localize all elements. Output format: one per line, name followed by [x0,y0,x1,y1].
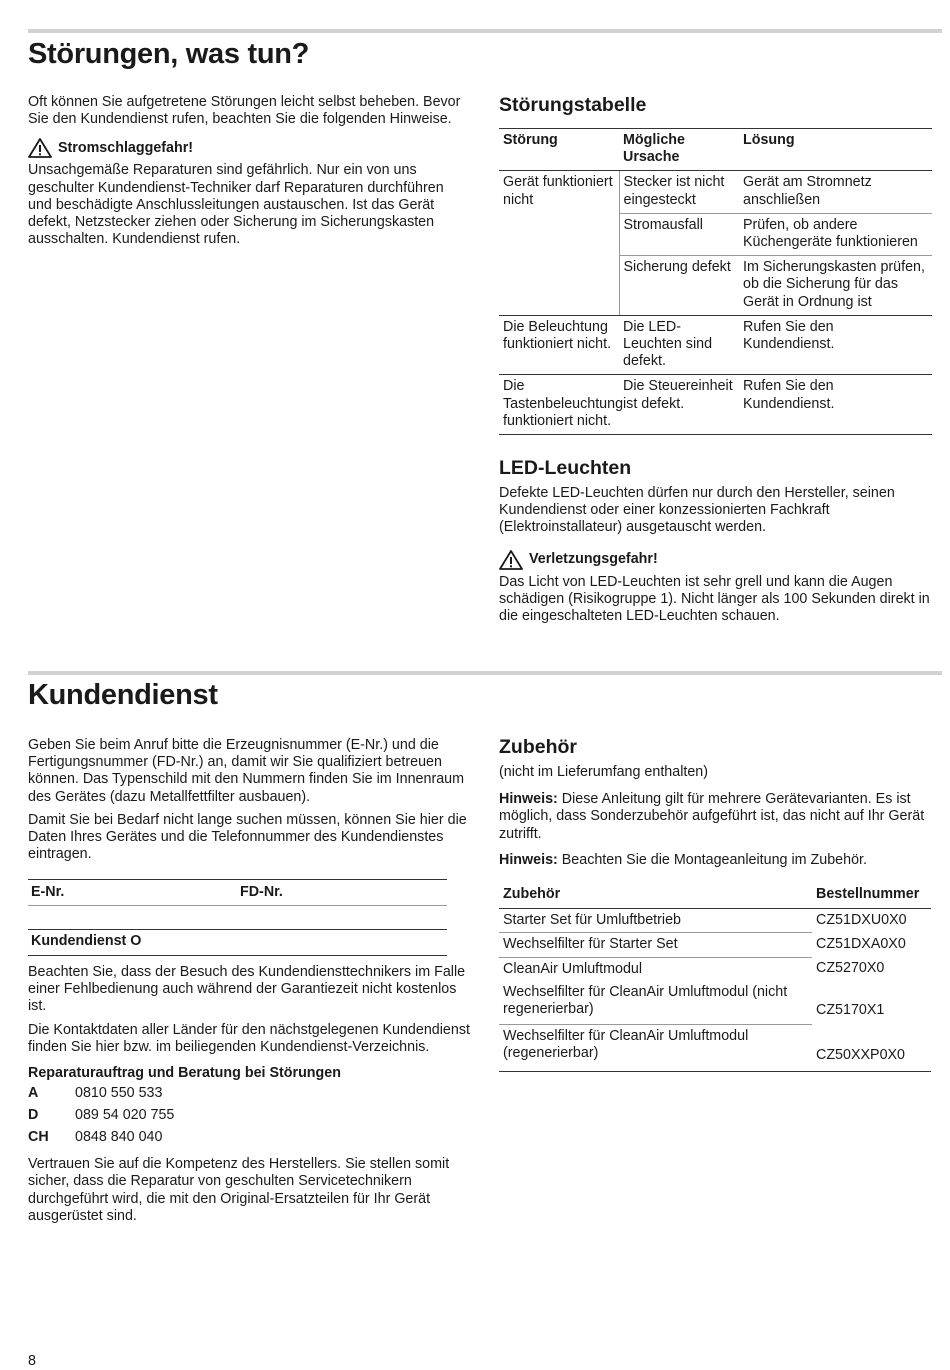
cell-nr: CZ50XXP0X0 [812,1025,931,1071]
table-row [499,933,931,957]
kd-label: Kundendienst O [31,933,142,949]
zubehoer-subtitle: (nicht im Lieferumfang enthalten) [499,764,709,780]
warning-triangle-icon [28,138,52,158]
kd-paragraph-2: Damit Sie bei Bedarf nicht lange suchen müssen, können Sie hier die Daten Ihres Gerätes und die Telefonnummer des Kundendienstes eintragen. [28,811,467,863]
country-code: CH [28,1129,49,1146]
table-title-stoerungstabelle: Störungstabelle [499,94,647,116]
phone-row [28,1107,470,1129]
cell-loesung: Im Sicherungskasten prüfen, ob die Sicherung für das Gerät in Ordnung ist [739,256,932,316]
header-bestellnummer: Bestellnummer [812,883,931,909]
table-row [499,171,932,213]
cell-ursache: Sicherung defekt [619,256,739,316]
table-row [499,315,932,375]
kd-paragraph-1: Geben Sie beim Anruf bitte die Erzeugnisnummer (E-Nr.) und die Fertigungsnummer (FD-Nr.) an, damit wir Sie qualifiziert betreuen können. Das Typenschild mit den Nummern finden Sie im Innenraum des Gerätes (dazu Metallfettfilter ausbauen). [28,737,465,805]
hint-2 [499,852,942,869]
table-row [499,909,931,933]
cell-stoerung: Die Beleuchtung funktioniert nicht. [499,315,619,375]
fdnr-label: FD-Nr. [240,884,283,900]
page-title-stoerungen: Störungen, was tun? [28,38,310,70]
hint-text: Diese Anleitung gilt für mehrere Gerätevarianten. Es ist möglich, dass Sonderzubehör aufgeführt ist, das nicht auf Ihr Gerät zutrifft. [499,791,925,842]
intro-text: Oft können Sie aufgetretene Störungen leicht selbst beheben. Bevor Sie den Kundendienst rufen, beachten Sie die folgenden Hinweise. [28,94,461,128]
country-code: A [28,1085,39,1102]
cell-loesung: Prüfen, ob andere Küchengeräte funktionieren [739,213,932,255]
cell-loesung: Rufen Sie den Kundendienst. [739,375,932,435]
hint-text: Beachten Sie die Montageanleitung im Zubehör. [557,851,867,868]
left-column-kundendienst-2 [28,964,470,1225]
form-kd-row [28,929,447,956]
phone-number: 0810 550 533 [75,1085,163,1102]
header-zubehoer: Zubehör [499,883,812,909]
cell-nr: CZ51DXU0X0 [816,912,907,929]
cell-name: Starter Set für Umluftbetrieb [499,909,812,933]
section-rule [28,671,942,675]
phone-number: 089 54 020 755 [75,1107,175,1124]
hint-label: Hinweis: [499,791,558,808]
table-row [499,375,932,435]
cell-stoerung: Gerät funktioniert nicht [499,171,619,315]
phone-row [28,1085,470,1107]
cell-ursache: Die Steuereinheit ist defekt. [619,375,739,435]
header-ursache: Mögliche Ursache [619,129,739,171]
warning-injury [499,550,942,570]
warning-title: Verletzungsgefahr! [529,551,658,567]
hint-label: Hinweis: [499,851,558,868]
warning-title: Stromschlaggefahr! [58,139,194,156]
cell-loesung: Gerät am Stromnetz anschließen [739,171,932,213]
hint-1 [499,791,942,843]
cell-nr: CZ5170X1 [816,1001,885,1018]
led-column [499,485,942,625]
cell-ursache: Stecker ist nicht eingesteckt [619,171,739,213]
page-number: 8 [28,1353,36,1369]
table-header-row [499,883,931,909]
cell-name: CleanAir Umluftmodul [503,960,643,977]
section-rule [28,29,942,33]
cell-stoerung: Die Tastenbeleuchtung funktioniert nicht. [499,375,619,435]
warning-text: Das Licht von LED-Leuchten ist sehr grell und kann die Augen schädigen (Risikogruppe 1). Nicht länger als 100 Sekunden direkt in die eingeschalteten LED-Leuchten schauen. [499,573,930,625]
fault-table-container [499,128,932,435]
left-column-stoerungen [28,94,468,248]
country-code: D [28,1107,39,1124]
fault-table [499,129,932,435]
table-row [499,981,931,1025]
cell-nr: CZ5270X0 [816,960,885,977]
enr-label: E-Nr. [31,884,65,900]
kd-paragraph-3: Beachten Sie, dass der Besuch des Kundendiensttechnikers im Falle einer Fehlbedienung auch während der Garantiezeit nicht kostenlos ist. [28,964,466,1015]
phone-number: 0848 840 040 [75,1129,163,1146]
warning-triangle-icon [499,550,523,570]
accessory-table [499,883,931,1072]
phone-row [28,1129,470,1151]
header-loesung: Lösung [739,129,932,171]
form-enr-row [28,879,447,906]
kd-paragraph-5: Vertrauen Sie auf die Kompetenz des Herstellers. Sie stellen somit sicher, dass die Reparatur von geschulten Servicetechnikern durchgeführt wird, die mit den Original-Ersatzteilen für Ihr Gerät ausgerüstet sind. [28,1156,450,1224]
led-text: Defekte LED-Leuchten dürfen nur durch den Hersteller, seinen Kundendienst oder einer konzessionierten Fachkraft (Elektroinstallateur) ausgetauscht werden. [499,485,895,536]
section-title-zubehoer: Zubehör [499,736,577,758]
table-row [499,1025,931,1071]
left-column-kundendienst [28,737,470,863]
cell-name: Wechselfilter für CleanAir Umluftmodul (regenerierbar) [499,1025,812,1071]
repair-title: Reparaturauftrag und Beratung bei Störungen [28,1065,341,1082]
zubehoer-column [499,764,942,869]
cell-ursache: Die LED-Leuchten sind defekt. [619,315,739,375]
table-header-row [499,129,932,171]
warning-electric [28,138,468,158]
table-row [499,957,931,981]
cell-nr: CZ51DXA0X0 [816,935,906,952]
kd-paragraph-4: Die Kontaktdaten aller Länder für den nächstgelegenen Kundendienst finden Sie hier bzw. im beiliegenden Kundendienst-Verzeichnis. [28,1021,470,1055]
page-title-kundendienst: Kundendienst [28,679,218,711]
accessory-table-container [499,883,931,1072]
warning-text: Unsachgemäße Reparaturen sind gefährlich. Nur ein von uns geschulter Kundendienst-Techniker darf Reparaturen durchführen und beschädigte Anschlussleitungen austauschen. Ist das Gerät defekt, Netzstecker ziehen oder Sicherung im Sicherungskasten ausschalten. Kundendienst rufen. [28,162,444,248]
cell-name: Wechselfilter für Starter Set [499,933,812,957]
section-title-led: LED-Leuchten [499,457,632,479]
header-stoerung: Störung [499,129,619,171]
cell-ursache: Stromausfall [619,213,739,255]
cell-name: Wechselfilter für CleanAir Umluftmodul (nicht regenerierbar) [499,981,812,1025]
cell-loesung: Rufen Sie den Kundendienst. [739,315,932,375]
